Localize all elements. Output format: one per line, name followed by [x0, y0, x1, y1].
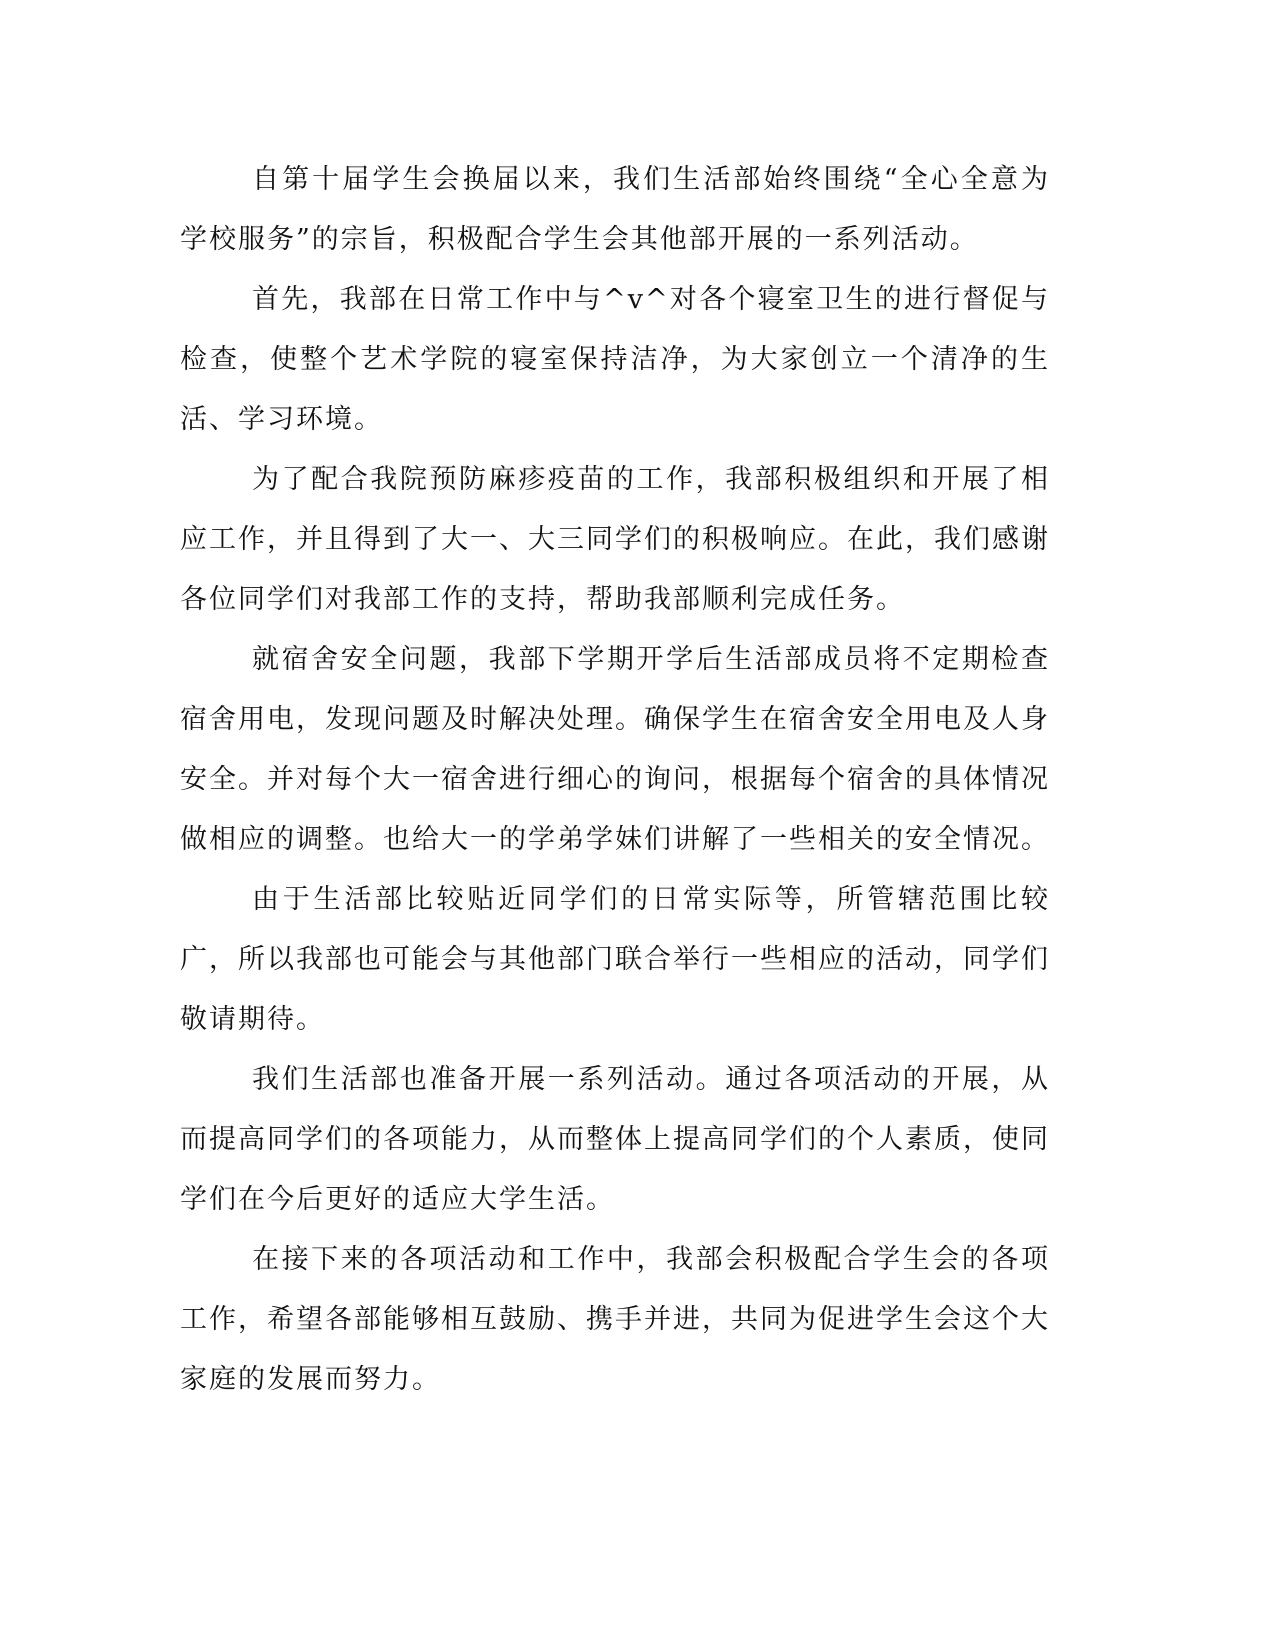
paragraph-dorm-hygiene: 首先，我部在日常工作中与^v^对各个寝室卫生的进行督促与检查，使整个艺术学院的寝室保持洁净，为大家创立一个清净的生活、学习环境。: [180, 284, 1050, 435]
paragraph-planned-activities: 我们生活部也准备开展一系列活动。通过各项活动的开展，从而提高同学们的各项能力，从而整体上提高同学们的个人素质，使同学们在今后更好的适应大学生活。: [180, 1064, 1050, 1215]
paragraph-intro: 自第十届学生会换届以来，我们生活部始终围绕“全心全意为学校服务”的宗旨，积极配合学生会其他部开展的一系列活动。: [180, 164, 1050, 255]
paragraph-closing: 在接下来的各项活动和工作中，我部会积极配合学生会的各项工作，希望各部能够相互鼓励、携手并进，共同为促进学生会这个大家庭的发展而努力。: [180, 1244, 1050, 1395]
paragraph-dorm-safety: 就宿舍安全问题，我部下学期开学后生活部成员将不定期检查宿舍用电，发现问题及时解决处理。确保学生在宿舍安全用电及人身安全。并对每个大一宿舍进行细心的询问，根据每个宿舍的具体情况做相应的调整。也给大一的学弟学妹们讲解了一些相关的安全情况。: [180, 644, 1050, 855]
paragraph-measles-vaccine: 为了配合我院预防麻疹疫苗的工作，我部积极组织和开展了相应工作，并且得到了大一、大三同学们的积极响应。在此，我们感谢各位同学们对我部工作的支持，帮助我部顺利完成任务。: [180, 464, 1050, 615]
paragraph-joint-activities: 由于生活部比较贴近同学们的日常实际等，所管辖范围比较广，所以我部也可能会与其他部门联合举行一些相应的活动，同学们敬请期待。: [180, 884, 1050, 1035]
document-body: [180, 150, 1050, 1410]
